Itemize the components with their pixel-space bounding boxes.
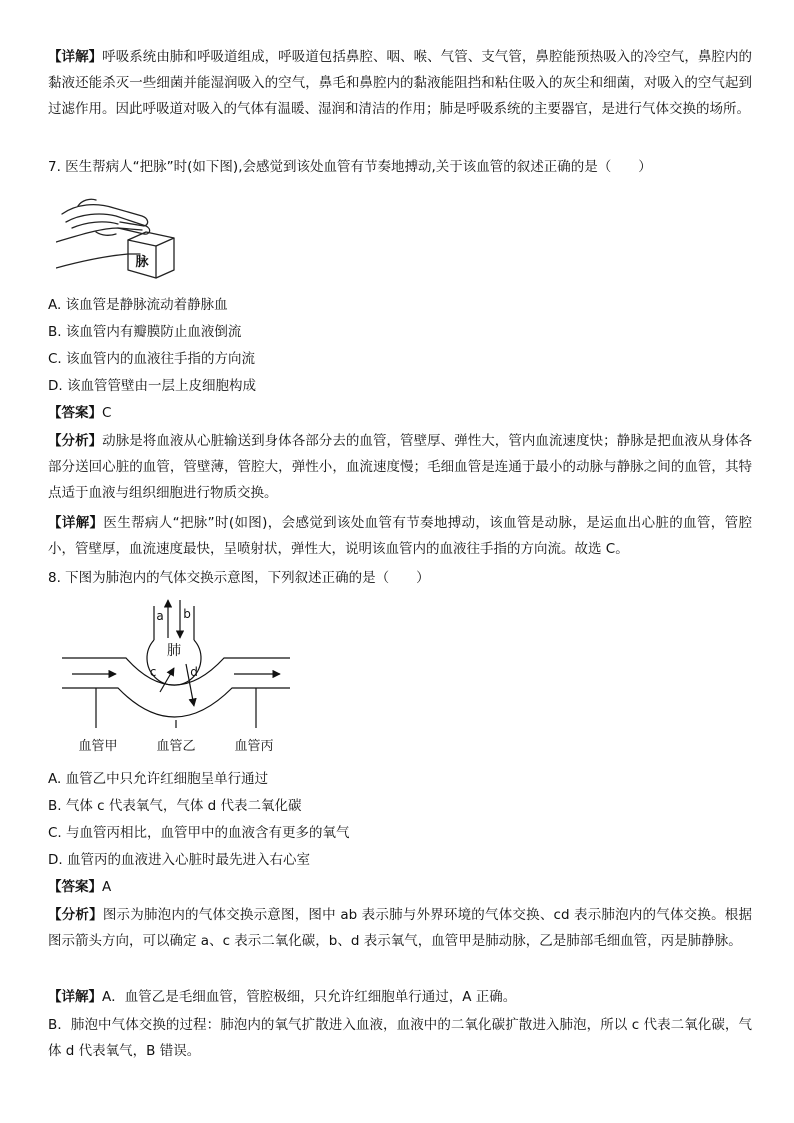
question-8-stem: 8. 下图为肺泡内的气体交换示意图，下列叙述正确的是（ ） xyxy=(48,570,430,586)
q8-option-a: A. 血管乙中只允许红细胞呈单行通过 xyxy=(48,771,269,787)
label-vessel-3: 血管丙 xyxy=(234,739,274,754)
analysis-text: 图示为肺泡内的气体交换示意图，图中 ab 表示肺与外界环境的气体交换、cd 表示肺泡内的气体交换。根据图示箭头方向，可以确定 a、c 表示二氧化碳，b、d 表示氧气，血管甲是肺动脉，乙是肺部毛细血管，丙是肺静脉。 xyxy=(48,907,752,949)
detail-text: 呼吸系统由肺和呼吸道组成，呼吸道包括鼻腔、咽、喉、气管、支气管，鼻腔能预热吸入的冷空气，鼻腔内的黏液还能杀灭一些细菌并能湿润吸入的空气，鼻毛和鼻腔内的黏液能阻挡和粘住吸入的灰尘和细菌，对吸入的空气起到过滤作用。因此呼吸道对吸入的气体有温暖、湿润和清洁的作用；肺是呼吸系统的主要器官，是进行气体交换的场所。 xyxy=(48,49,753,117)
q8-option-d: D. 血管丙的血液进入心脏时最先进入右心室 xyxy=(48,852,310,868)
gas-exchange-figure xyxy=(56,596,296,756)
answer-value: C xyxy=(102,405,112,421)
question-7-stem: 7. 医生帮病人“把脉”时(如下图),会感觉到该处血管有节奏地搏动,关于该血管的叙述正确的是（ ） xyxy=(48,159,652,175)
q8-analysis xyxy=(48,902,752,954)
detail-text: 医生帮病人“把脉”时(如图)，会感觉到该处血管有节奏地搏动，该血管是动脉，是运血出心脏的血管，管腔小，管壁厚，血流速度最快，呈喷射状，弹性大，说明该血管内的血液往手指的方向流。故选 C。 xyxy=(48,515,752,557)
label-b: b xyxy=(183,607,191,621)
analysis-text: 动脉是将血液从心脏输送到身体各部分去的血管，管壁厚、弹性大，管内血流速度快；静脉是把血液从身体各部分送回心脏的血管，管壁薄，管腔大，弹性小，血流速度慢；毛细血管是连通于最小的动脉与静脉之间的血管，其特点适于血液与组织细胞进行物质交换。 xyxy=(48,433,753,501)
detail-tag: 【详解】 xyxy=(48,49,103,65)
pillow-label: 脉 xyxy=(135,255,149,270)
analysis-tag: 【分析】 xyxy=(48,433,103,449)
label-d: d xyxy=(190,665,198,679)
pulse-taking-figure xyxy=(56,198,176,294)
finger-2 xyxy=(66,214,150,234)
label-vessel-1: 血管甲 xyxy=(78,739,118,754)
pillow-top-edge xyxy=(128,238,174,246)
analysis-tag: 【分析】 xyxy=(48,907,103,923)
q8-detail-a xyxy=(48,984,752,1010)
vessel-upper-wall xyxy=(62,658,290,685)
q7-answer xyxy=(48,400,111,426)
label-c: c xyxy=(149,665,157,679)
label-vessel-2: 血管乙 xyxy=(156,739,196,754)
answer-tag: 【答案】 xyxy=(48,405,102,421)
detail-text-a: A．血管乙是毛细血管，管腔极细，只允许红细胞单行通过，A 正确。 xyxy=(102,989,517,1005)
wrist-crease xyxy=(96,232,116,235)
q7-option-c: C. 该血管内的血液往手指的方向流 xyxy=(48,351,256,367)
q8-detail-b: B．肺泡中气体交换的过程：肺泡内的氧气扩散进入血液，血液中的二氧化碳扩散进入肺泡，所以 c 代表二氧化碳，气体 d 代表氧气，B 错误。 xyxy=(48,1017,752,1059)
q7-option-b: B. 该血管内有瓣膜防止血液倒流 xyxy=(48,324,242,340)
q8-option-b: B. 气体 c 代表氧气，气体 d 代表二氧化碳 xyxy=(48,798,302,814)
label-a: a xyxy=(156,609,164,623)
q7-option-a: A. 该血管是静脉流动着静脉血 xyxy=(48,297,228,313)
q7-detail xyxy=(48,510,752,562)
answer-tag: 【答案】 xyxy=(48,879,102,895)
answer-value: A xyxy=(102,879,112,895)
q7-analysis xyxy=(48,428,752,506)
q8-option-c: C. 与血管丙相比，血管甲中的血液含有更多的氧气 xyxy=(48,825,350,841)
label-alveolus: 肺 xyxy=(167,643,181,659)
detail-tag: 【详解】 xyxy=(48,989,102,1005)
finger-3 xyxy=(72,222,118,228)
q8-answer xyxy=(48,874,111,900)
arrow-c xyxy=(160,668,174,692)
detail-paragraph-respiration xyxy=(48,44,752,122)
detail-tag: 【详解】 xyxy=(48,515,104,531)
q7-option-d: D. 该血管管壁由一层上皮细胞构成 xyxy=(48,378,256,394)
